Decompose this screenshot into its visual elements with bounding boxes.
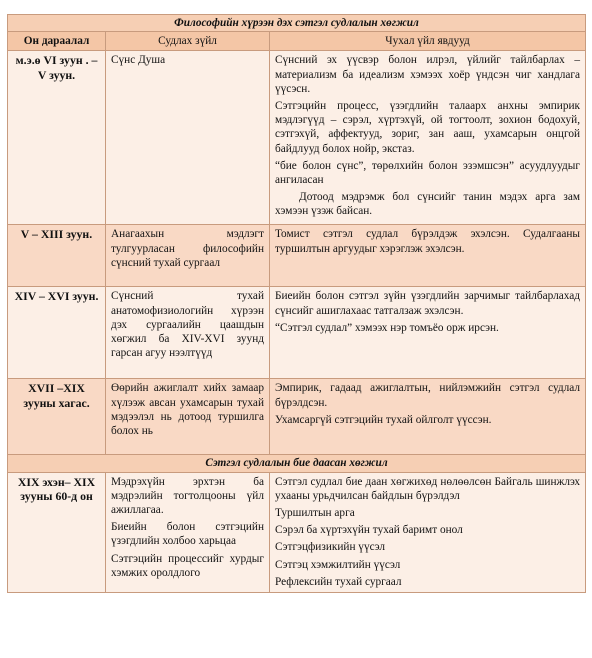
subject-cell: [106, 379, 270, 455]
events-cell: [270, 225, 586, 287]
table-row: [8, 51, 586, 225]
subject-text: Мэдрэхүйн эрхтэн ба мэдрэлийн тогтолцооны үйл ажиллагаа.: [111, 475, 264, 517]
event-text: Биеийн болон сэтгэл зүйн үзэгдлийн зарчимыг тайлбарлахад сүнсийг ашиглахаас татгалзаж эхэлсэн.: [275, 290, 581, 317]
event-text: Ухамсаргүй сэтгэцийн тухай ойлголт үүссэн.: [275, 413, 492, 426]
section-title-row: [8, 455, 586, 472]
header-row: [8, 32, 586, 51]
event-text: “Сэтгэл судлал” хэмээх нэр томъёо орж ирсэн.: [275, 321, 499, 334]
period-cell: V – XIII зуун.: [8, 225, 106, 287]
event-text: Дотоод мэдрэмж бол сүнсийг танин мэдэх арга зам хэмээн үзэж байсан.: [275, 191, 581, 218]
table-title: Философийн хүрээн дэх сэтгэл судлалын хөгжил: [8, 15, 586, 32]
event-text: Рефлексийн тухай сургаал: [275, 575, 402, 588]
table-row: [8, 379, 586, 455]
history-table-wrapper: [7, 14, 585, 593]
event-text: Эмпирик, гадаад ажиглалтын, нийлэмжийн сэтгэл судлал бүрэлдсэн.: [275, 382, 581, 409]
subject-text: Биеийн болон сэтгэцийн үзэгдлийн холбоо харьцаа: [111, 521, 264, 548]
events-cell: [270, 472, 586, 592]
table-row: [8, 287, 586, 379]
table-row: [8, 225, 586, 287]
events-cell: [270, 379, 586, 455]
table-row: [8, 472, 586, 592]
period-cell: XVII –XIX зууны хагас.: [8, 379, 106, 455]
event-text: Сэтгэцфизикийн үүсэл: [275, 541, 386, 554]
column-header-period: Он дараалал: [8, 32, 106, 51]
subject-cell: [106, 51, 270, 225]
subject-text: Сүнсний тухай анатомофизиологийн хүрээн дэх сургаалийн цаашдын хөгжил ба XIV-XVI зуунд гарсан агуу нээлтүүд: [111, 290, 264, 360]
event-text: Сүнсний эх үүсвэр болон илрэл, үйлийг тайлбарлах – материализм ба идеализм хэмээх хоёр үндсэн чиг хандлага үүсэсн.: [275, 54, 581, 95]
event-text: Сэтгэцийн процесс, үзэгдлийн талаарх анхны эмпирик мэдлэгүүд – сэрэл, хүртэхүй, ой тогтоолт, зохион бодохуй, сэтгэхүй, аффектууд, зориг, зан ааш, ухамсарын онцгой байдлууд болох нойр, экстаз.: [275, 100, 581, 155]
event-text: Сэрэл ба хүртэхүйн тухай баримт онол: [275, 524, 463, 537]
event-text: Сэтгэл судлал бие даан хөгжихөд нөлөөлсөн Байгаль шинжлэх ухааны урьдчилсан байдлын бүрэлдэл: [275, 475, 581, 502]
period-cell: м.э.ө VI зуун . – V зуун.: [8, 51, 106, 225]
subject-text: Өөрийн ажиглалт хийх замаар хүлээж авсан ухамсарын тухай мэдээлэл нь дотоод туршилга болох нь: [111, 382, 264, 438]
section-title: Сэтгэл судлалын бие даасан хөгжил: [8, 455, 586, 472]
event-text: Томист сэтгэл судлал бүрэлдэж эхэлсэн. Судалгааны туршилтын аргуудыг хэрэглэж эхэлсэн.: [275, 228, 581, 255]
period-cell: XIV – XVI зуун.: [8, 287, 106, 379]
subject-text: Сэтгэцийн процессийг хурдыг хэмжих оролдлого: [111, 552, 264, 579]
event-text: Туршилтын арга: [275, 507, 355, 520]
column-header-events: Чухал үйл явдууд: [270, 32, 586, 51]
subject-text: Сүнс Душа: [111, 54, 166, 67]
events-cell: [270, 287, 586, 379]
event-text: Сэтгэц хэмжилтийн үүсэл: [275, 558, 401, 571]
column-header-subject: Судлах зүйл: [106, 32, 270, 51]
event-text: “бие болон сүнс”, төрөлхийн болон эзэмшсэн” асуудлуудыг ангиласан: [275, 159, 581, 187]
events-cell: [270, 51, 586, 225]
subject-cell: [106, 287, 270, 379]
history-table: [7, 14, 586, 593]
table-title-row: [8, 15, 586, 32]
subject-cell: [106, 472, 270, 592]
subject-cell: [106, 225, 270, 287]
subject-text: Анагаахын мэдлэгт тулгуурласан философийн сүнсний тухай сургаал: [111, 228, 264, 269]
period-cell: XIX эхэн– XIX зууны 60-д он: [8, 472, 106, 592]
